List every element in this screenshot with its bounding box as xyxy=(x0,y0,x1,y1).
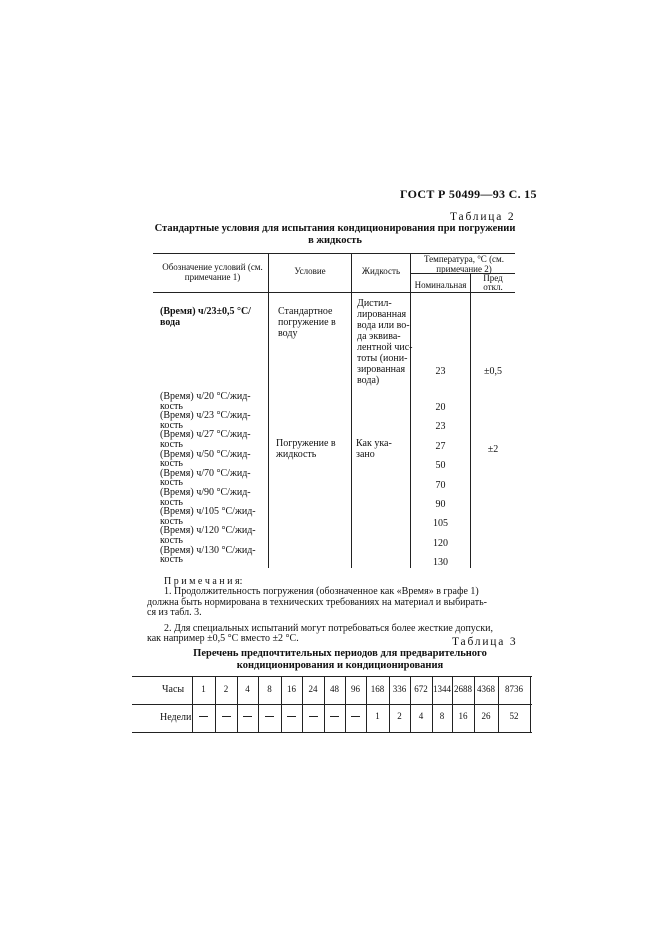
row1-liquid-line: тоты (иони- xyxy=(357,353,408,364)
row1-liquid xyxy=(357,298,413,386)
row1-designation-line2: вода xyxy=(160,317,181,328)
table3-title xyxy=(160,648,520,672)
designation-line1: (Время) ч/105 °С/жид- xyxy=(160,506,256,518)
dash-mark xyxy=(287,716,296,717)
dash-mark xyxy=(330,716,339,717)
table3-weeks-cell xyxy=(215,711,237,721)
nominal-value: 23 xyxy=(435,421,446,433)
table3-bottom-rule xyxy=(132,732,532,733)
nominal-value: 70 xyxy=(435,479,446,491)
row2-liquid-line1: Как ука- xyxy=(356,438,392,449)
table2-vline-1 xyxy=(268,253,269,568)
col-temperature-line1: Температура, °С (см. xyxy=(423,254,504,264)
table3-col-divider xyxy=(530,676,531,732)
table2-col-deviation xyxy=(471,274,515,292)
row1-liquid-line: Дистил- xyxy=(357,298,392,309)
designation-line2: кость xyxy=(160,438,183,450)
designation-line2: кость xyxy=(160,458,183,470)
col-temperature-line2: примечание 2) xyxy=(436,264,492,274)
table3-hours-cell: 1 xyxy=(201,684,206,694)
row1-designation-line1: (Время) ч/23±0,5 °С/ xyxy=(160,306,251,317)
table2-title xyxy=(150,223,520,247)
dash-mark xyxy=(265,716,274,717)
row1-designation xyxy=(160,306,251,328)
table3-hours-cell: 8 xyxy=(267,684,272,694)
note2-line2: как например ±0,5 °С вместо ±2 °С. xyxy=(147,633,299,644)
nominal-value: 90 xyxy=(435,499,446,511)
note1-line3: ся из табл. 3. xyxy=(147,607,202,618)
table2-header-rule xyxy=(153,292,515,293)
row2-designations xyxy=(160,392,256,565)
row2-designation-item xyxy=(160,392,256,411)
table3-hours-label: Часы xyxy=(162,684,185,695)
dash-mark xyxy=(222,716,231,717)
table3-hours-cell: 16 xyxy=(287,684,296,694)
row2-designation-item xyxy=(160,450,256,469)
row2-condition-line1: Погружение в xyxy=(276,438,336,449)
table3-hours-cell: 336 xyxy=(392,684,407,694)
table2-vline-2 xyxy=(351,253,352,568)
designation-line2: кость xyxy=(160,554,183,566)
row2-designation-item xyxy=(160,546,256,565)
row2-condition-line2: жидкость xyxy=(276,449,317,460)
table3-hours-cell: 2688 xyxy=(454,684,472,694)
row1-condition xyxy=(278,306,336,339)
row1-liquid-line: лированная xyxy=(357,309,407,320)
row1-deviation: ±0,5 xyxy=(484,366,502,377)
table3-hours-cell: 1344 xyxy=(433,684,451,694)
row1-liquid-line: зированная xyxy=(357,364,406,375)
col-designation-line1: Обозначение условий (см. xyxy=(162,262,263,272)
nominal-value: 105 xyxy=(433,518,448,530)
row1-nominal: 23 xyxy=(435,366,446,377)
nominal-value: 130 xyxy=(433,557,448,569)
table3-weeks-cell xyxy=(345,711,366,721)
designation-line1: (Время) ч/90 °С/жид- xyxy=(160,486,251,498)
table3-hours-cell: 168 xyxy=(370,684,385,694)
designation-line1: (Время) ч/27 °С/жид- xyxy=(160,429,251,441)
notes-heading: П р и м е ч а н и я: xyxy=(164,576,243,587)
designation-line1: (Время) ч/50 °С/жид- xyxy=(160,448,251,460)
col-deviation-line1: Пред xyxy=(483,273,503,283)
table3-weeks-cell: 2 xyxy=(397,711,402,721)
designation-line1: (Время) ч/23 °С/жид- xyxy=(160,410,251,422)
designation-line2: кость xyxy=(160,515,183,527)
table3-hours-cell: 2 xyxy=(223,684,229,694)
table2-number: Таблица 2 xyxy=(450,211,516,223)
table2-col-nominal: Номинальная xyxy=(414,280,467,290)
table3-weeks-cell xyxy=(281,711,302,721)
note1-line2: должна быть нормирована в технических требованиях на материал и выбирать- xyxy=(147,596,487,608)
row1-condition-line1: Стандартное xyxy=(278,306,333,317)
note1-line1: 1. Продолжительность погружения (обозначенное как «Время» в графе 1) xyxy=(164,586,479,597)
dash-mark xyxy=(243,716,252,717)
col-designation-line2: примечание 1) xyxy=(184,272,241,282)
table3-weeks-cell: 1 xyxy=(375,711,380,721)
designation-line2: кость xyxy=(160,496,183,508)
designation-line1: (Время) ч/20 °С/жид- xyxy=(160,391,251,402)
designation-line2: кость xyxy=(160,477,183,489)
table3-weeks-cell xyxy=(192,711,215,721)
nominal-value: 120 xyxy=(433,537,448,549)
page-header: ГОСТ Р 50499—93 С. 15 xyxy=(400,187,537,201)
table3-weeks-cell xyxy=(237,711,258,721)
row1-condition-line3: воду xyxy=(278,328,298,339)
row2-nominals xyxy=(411,398,470,573)
designation-line1: (Время) ч/120 °С/жид- xyxy=(160,525,256,537)
row2-designation-item xyxy=(160,430,256,449)
designation-line2: кость xyxy=(160,534,183,546)
table2-title-line2: в жидкость xyxy=(308,235,362,246)
table3-weeks-cell xyxy=(258,711,281,721)
table3-weeks-label: Недели xyxy=(160,712,192,723)
row2-liquid xyxy=(356,438,392,460)
table3-hours-cell: 4 xyxy=(245,684,250,694)
table3-weeks-cell: 52 xyxy=(509,711,519,721)
table3-hours-cell: 672 xyxy=(414,684,428,694)
row2-deviation: ±2 xyxy=(487,444,499,455)
row1-liquid-line: вода или во- xyxy=(357,320,410,331)
dash-mark xyxy=(351,716,360,717)
nominal-value: 20 xyxy=(435,402,446,413)
table3-hours-cell: 96 xyxy=(351,684,360,694)
row2-designation-item xyxy=(160,411,256,430)
row2-designation-item xyxy=(160,488,256,507)
row1-liquid-line: лентной чис- xyxy=(357,342,413,353)
table3-hours-cell: 8736 xyxy=(505,684,523,694)
table3-weeks-cell: 4 xyxy=(418,711,424,721)
row2-designation-item xyxy=(160,526,256,545)
nominal-value: 27 xyxy=(435,440,446,452)
table3-weeks-cell xyxy=(324,711,345,721)
table3-weeks-cell: 16 xyxy=(458,711,468,721)
table2-col-designation xyxy=(160,262,265,282)
table3-weeks-cell xyxy=(302,711,324,721)
row2-condition xyxy=(276,438,336,460)
col-deviation-line2: откл. xyxy=(483,282,503,292)
nominal-value: 50 xyxy=(435,460,446,472)
designation-line1: (Время) ч/70 °С/жид- xyxy=(160,467,251,479)
table2-vline-4 xyxy=(470,273,471,568)
row2-liquid-line2: зано xyxy=(356,449,375,460)
table3-hours-cell: 48 xyxy=(330,684,339,694)
table3-hours-cell: 4368 xyxy=(477,684,495,694)
row2-designation-item xyxy=(160,469,256,488)
table3-title-line1: Перечень предпочтительных периодов для предварительного xyxy=(193,648,487,659)
table3-weeks-cell: 26 xyxy=(481,711,491,721)
dash-mark xyxy=(199,716,208,717)
row2-designation-item xyxy=(160,507,256,526)
table3-hours-cell: 24 xyxy=(308,684,318,694)
dash-mark xyxy=(309,716,318,717)
row1-liquid-line: вода) xyxy=(357,375,380,386)
designation-line2: кость xyxy=(160,419,183,431)
table2-col-liquid: Жидкость xyxy=(361,266,401,276)
row1-condition-line2: погружение в xyxy=(278,317,336,328)
table3-weeks-cell: 8 xyxy=(439,711,445,721)
table3-title-line2: кондиционирования и кондиционирования xyxy=(236,660,444,671)
table2-title-line1: Стандартные условия для испытания кондиционирования при погружении xyxy=(154,223,516,234)
note2-line1: 2. Для специальных испытаний могут потребоваться более жесткие допуски, xyxy=(164,622,493,634)
table3-number: Таблица 3 xyxy=(452,636,518,648)
row1-liquid-line: да эквива- xyxy=(357,331,401,342)
table2-col-condition: Условие xyxy=(294,266,326,276)
table2-col-temperature xyxy=(412,254,516,274)
designation-line2: кость xyxy=(160,400,183,412)
designation-line1: (Время) ч/130 °С/жид- xyxy=(160,544,256,556)
